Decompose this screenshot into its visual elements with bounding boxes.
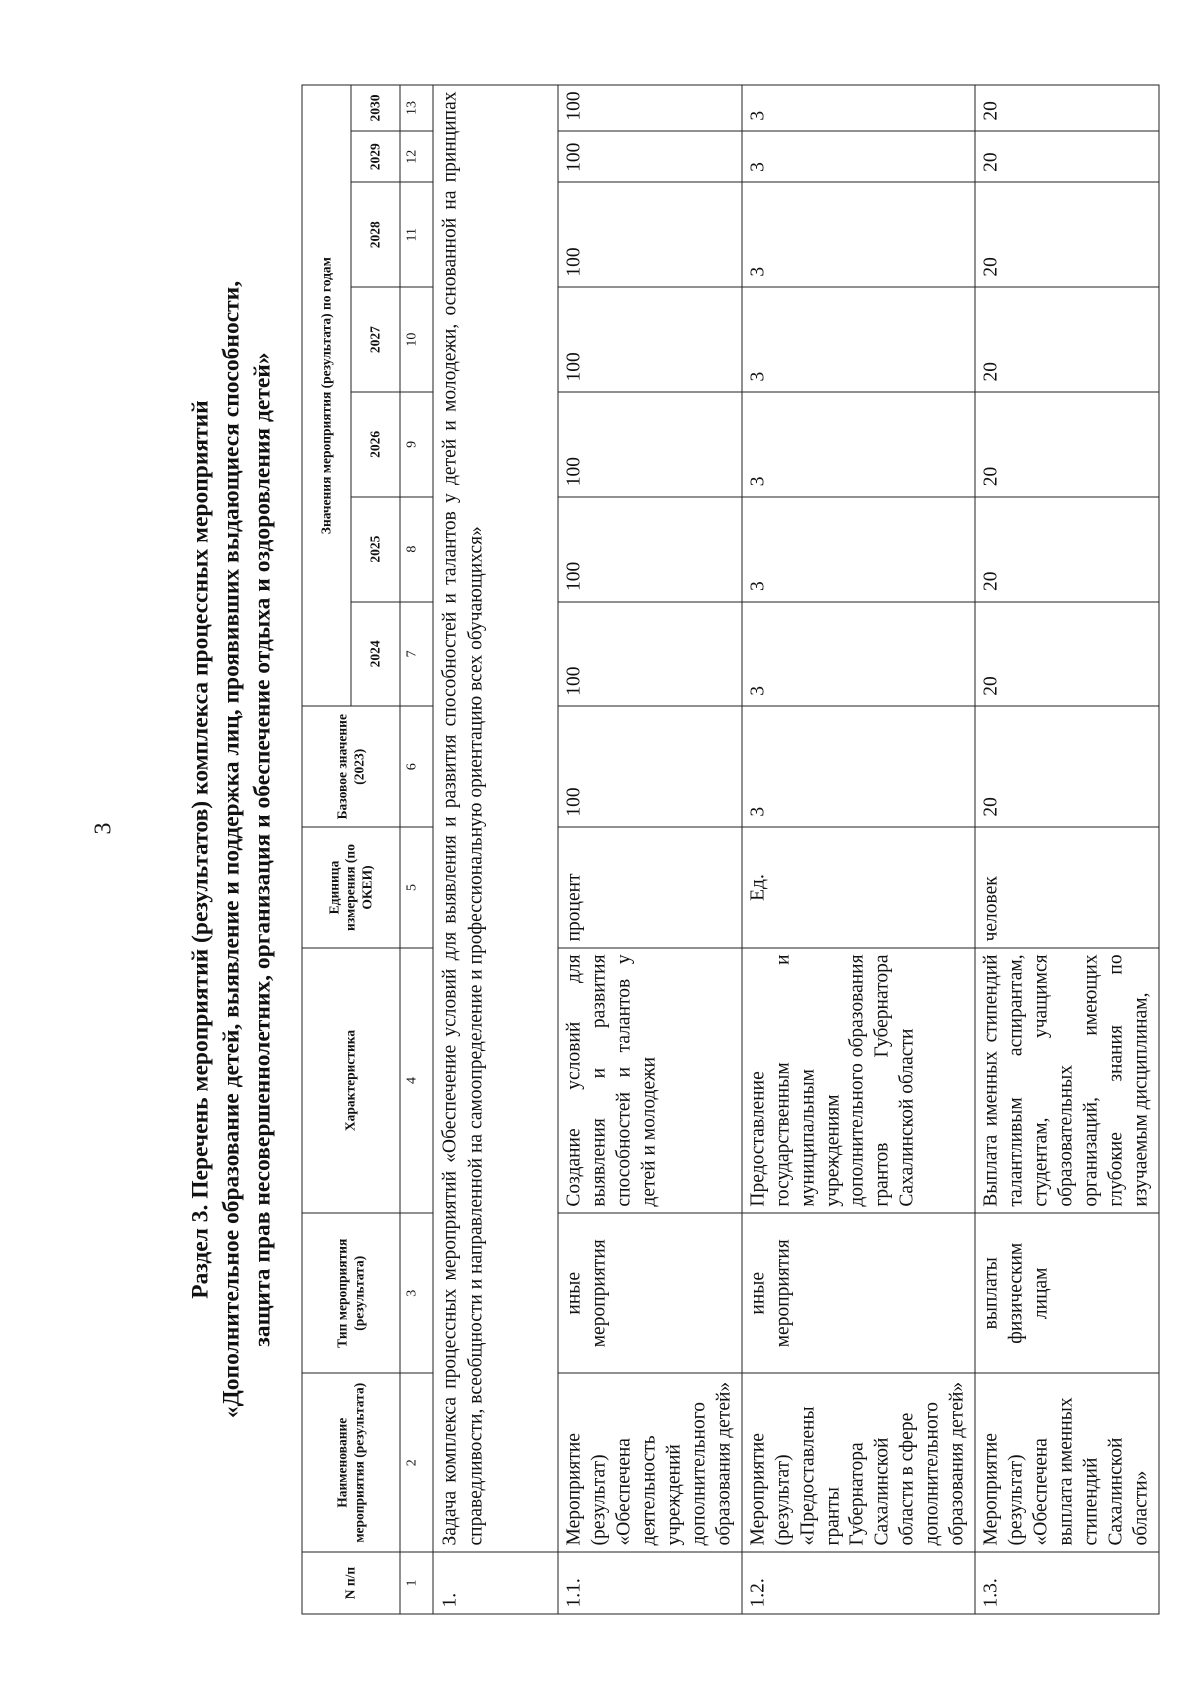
column-number: 1 (400, 1552, 433, 1614)
header-num: N п/п (302, 1552, 400, 1614)
row-name: Мероприятие (результат) «Предоставлены гранты Губернатора Сахалинской области в сфере дополнительного образования детей» (742, 1373, 976, 1552)
row-value: 20 (975, 85, 1159, 131)
row-value: 3 (742, 85, 976, 131)
row-base: 3 (742, 706, 976, 827)
row-type: иные мероприятия (558, 1213, 742, 1373)
row-type: выплаты физическим лицам (975, 1213, 1159, 1373)
row-unit: Ед. (742, 827, 976, 948)
row-characteristic: Создание условий для выявления и развития способностей и талантов у детей и молодежи (558, 948, 742, 1213)
header-name: Наименование мероприятия (результата) (302, 1373, 400, 1552)
row-type: иные мероприятия (742, 1213, 976, 1373)
header-year: 2030 (351, 85, 400, 131)
row-value: 3 (742, 497, 976, 602)
row-value: 20 (975, 392, 1159, 497)
title-line-3: защита прав несовершеннолетних, организация и обеспечение отдыха и оздоровления детей» (249, 352, 276, 1347)
column-number: 4 (400, 948, 433, 1213)
column-number: 13 (400, 85, 433, 131)
task-text: Задача комплекса процессных мероприятий «Обеспечение условий для выявления и развития способностей и талантов у детей и молодежи, основанной на принципах справедливости, всеобщности и направленной на самоопределение и профессиональную ориентацию всех обучающихся» (433, 85, 558, 1552)
header-row-1 (302, 85, 351, 1614)
row-value: 3 (742, 287, 976, 392)
column-number: 8 (400, 497, 433, 602)
row-value: 20 (975, 131, 1159, 182)
row-value: 20 (975, 287, 1159, 392)
column-number: 2 (400, 1373, 433, 1552)
row-value: 20 (975, 602, 1159, 707)
rotated-page-content (186, 85, 1169, 1615)
row-unit: процент (558, 827, 742, 948)
row-num: 1.3. (975, 1552, 1159, 1614)
column-number: 9 (400, 392, 433, 497)
row-value: 3 (742, 182, 976, 287)
task-row (433, 85, 558, 1614)
row-num: 1.2. (742, 1552, 976, 1614)
column-number: 12 (400, 131, 433, 182)
table-row (742, 85, 976, 1614)
row-num: 1.1. (558, 1552, 742, 1614)
column-number-row (400, 85, 433, 1614)
row-value: 100 (558, 85, 742, 131)
title-line-1: Раздел 3. Перечень мероприятий (результатов) комплекса процессных мероприятий (187, 400, 214, 1299)
row-value: 100 (558, 497, 742, 602)
row-value: 20 (975, 182, 1159, 287)
column-number: 10 (400, 287, 433, 392)
row-value: 100 (558, 287, 742, 392)
title-line-2: «Дополнительное образование детей, выявление и поддержка лиц, проявивших выдающиеся способности, (218, 280, 245, 1419)
page-number: 3 (90, 822, 117, 835)
row-base: 100 (558, 706, 742, 827)
row-unit: человек (975, 827, 1159, 948)
header-type: Тип мероприятия (результата) (302, 1213, 400, 1373)
column-number: 3 (400, 1213, 433, 1373)
header-year: 2024 (351, 602, 400, 707)
column-number: 5 (400, 827, 433, 948)
header-unit: Единица измерения (по ОКЕИ) (302, 827, 400, 948)
header-year: 2025 (351, 497, 400, 602)
row-value: 3 (742, 131, 976, 182)
header-year: 2027 (351, 287, 400, 392)
row-value: 3 (742, 602, 976, 707)
row-characteristic: Предоставление государственным и муниципальным учреждениям дополнительного образования грантов Губернатора Сахалинской области (742, 948, 976, 1213)
row-characteristic: Выплата именных стипендий талантливым аспирантам, студентам, учащимся образовательных организаций, имеющих глубокие знания по изучаемым дисциплинам, (975, 948, 1159, 1213)
row-value: 100 (558, 602, 742, 707)
row-value: 100 (558, 392, 742, 497)
header-year: 2026 (351, 392, 400, 497)
row-value: 100 (558, 182, 742, 287)
header-values-group: Значения мероприятия (результата) по годам (302, 85, 351, 706)
section-title (186, 85, 279, 1615)
header-base: Базовое значение (2023) (302, 706, 400, 827)
table-row (975, 85, 1159, 1614)
table-row (558, 85, 742, 1614)
column-number: 11 (400, 182, 433, 287)
row-base: 20 (975, 706, 1159, 827)
row-name: Мероприятие (результат) «Обеспечена выплата именных стипендий Сахалинской области» (975, 1373, 1159, 1552)
header-year: 2029 (351, 131, 400, 182)
column-number: 6 (400, 706, 433, 827)
row-value: 100 (558, 131, 742, 182)
header-year: 2028 (351, 182, 400, 287)
row-name: Мероприятие (результат) «Обеспечена деятельность учреждений дополнительного образования детей» (558, 1373, 742, 1552)
task-num: 1. (433, 1552, 558, 1614)
column-number: 7 (400, 602, 433, 707)
row-value: 20 (975, 497, 1159, 602)
row-value: 3 (742, 392, 976, 497)
measures-table (302, 85, 1160, 1615)
header-characteristic: Характеристика (302, 948, 400, 1213)
